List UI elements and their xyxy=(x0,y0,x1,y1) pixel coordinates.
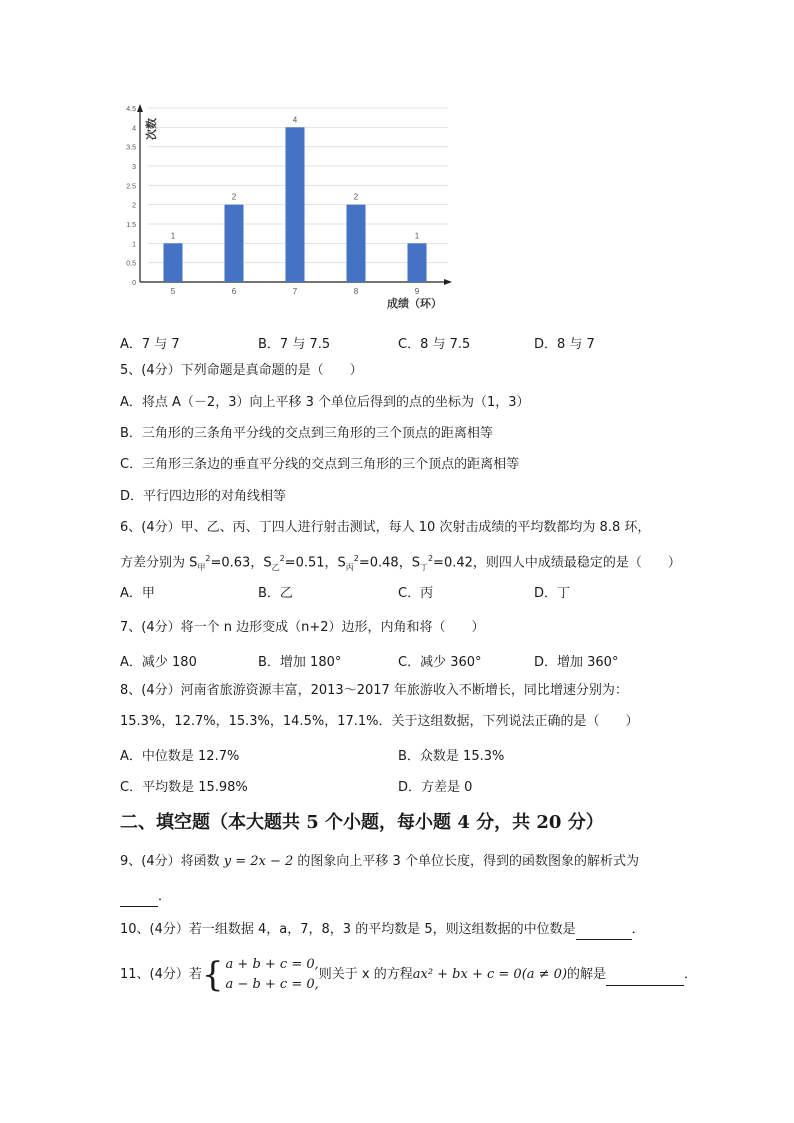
q10-text: 10、(4分）若一组数据 4，a，7，8，3 的平均数是 5，则这组数据的中位数是 xyxy=(120,922,576,937)
y-tick-label: 2.5 xyxy=(126,183,136,191)
q8-option-b: B．众数是 15.3% xyxy=(398,749,505,764)
chart-svg xyxy=(118,100,458,315)
q11-end: ． xyxy=(684,967,698,982)
q6-text: =0.51，S xyxy=(284,555,346,571)
y-axis-title: 次数 xyxy=(145,118,158,140)
equation-1: a + b + c = 0, xyxy=(225,957,319,972)
q7-option-b: B．增加 180° xyxy=(258,655,342,670)
bar xyxy=(225,205,244,282)
q6-option-b: B．乙 xyxy=(258,586,293,601)
q7-option-c: C．减少 360° xyxy=(398,655,482,670)
x-axis-arrow-icon xyxy=(444,279,452,285)
q6-text: =0.48，S xyxy=(358,555,420,571)
x-tick-label: 5 xyxy=(170,287,176,296)
q11-text: 的解是 xyxy=(567,967,607,982)
q9-line xyxy=(120,853,639,871)
bar-chart xyxy=(118,100,458,315)
q8-line1: 8、(4分）河南省旅游资源丰富，2013～2017 年旅游收入不断增长，同比增速分别为： xyxy=(120,683,628,698)
brace-symbol: { xyxy=(201,955,224,995)
y-tick-label: 2 xyxy=(132,202,136,210)
y-tick-label: 3 xyxy=(132,164,136,171)
q10-end: ． xyxy=(631,922,645,937)
q6-line2 xyxy=(120,550,681,577)
x-tick-label: 7 xyxy=(292,287,298,296)
equation-2: a − b + c = 0, xyxy=(225,977,319,992)
y-tick-label: 4.5 xyxy=(126,106,136,113)
q6-sup: 2 xyxy=(205,554,211,563)
y-tick-label: 4 xyxy=(132,125,136,133)
data-label: 1 xyxy=(414,231,420,241)
q6-sub: 丙 xyxy=(345,562,354,572)
q6-text: =0.42，则四人中成绩最稳定的是（ ） xyxy=(433,555,681,571)
q11-text: 则关于 x 的方程 xyxy=(318,967,413,982)
q11-text: 11、(4分）若 xyxy=(120,967,202,982)
x-tick-label: 6 xyxy=(231,287,237,296)
q8-line2: 15.3%，12.7%，15.3%，14.5%，17.1%．关于这组数据，下列说法正确的是（ ） xyxy=(120,714,639,729)
q5-option-c: C．三角形三条边的垂直平分线的交点到三角形的三个顶点的距离相等 xyxy=(120,457,520,472)
q4-option-b: B．7 与 7.5 xyxy=(258,337,331,352)
q6-sub: 乙 xyxy=(271,562,280,572)
q4-option-d: D．8 与 7 xyxy=(534,337,595,352)
q6-sup: 2 xyxy=(279,554,285,563)
q9-answer-line xyxy=(120,888,171,907)
q6-line1: 6、(4分）甲、乙、丙、丁四人进行射击测试，每人 10 次射击成绩的平均数都均为 8.8 环， xyxy=(120,520,651,535)
q9-text: 9、(4分）将函数 xyxy=(120,854,224,869)
q6-option-a: A．甲 xyxy=(120,586,155,601)
q6-option-d: D．丁 xyxy=(534,586,571,601)
q6-sub: 丁 xyxy=(419,562,428,572)
q6-text: =0.63，S xyxy=(210,555,272,571)
x-axis-title: 成绩（环） xyxy=(387,297,442,310)
x-tick-label: 9 xyxy=(414,287,420,296)
data-label: 2 xyxy=(353,192,359,202)
answer-blank[interactable] xyxy=(606,965,684,986)
answer-blank[interactable] xyxy=(120,888,158,907)
bar xyxy=(164,243,183,282)
q8-option-d: D．方差是 0 xyxy=(398,780,473,795)
y-tick-label: 1.5 xyxy=(126,222,136,229)
q11-formula: ax² + bx + c = 0(a ≠ 0) xyxy=(412,967,568,982)
q6-text: 方差分别为 S xyxy=(120,555,198,571)
q5-option-b: B．三角形的三条角平分线的交点到三角形的三个顶点的距离相等 xyxy=(120,426,493,441)
data-label: 2 xyxy=(231,192,237,202)
q7-option-d: D．增加 360° xyxy=(534,655,619,670)
bar xyxy=(286,127,305,282)
y-tick-label: 3.5 xyxy=(126,144,136,152)
q6-option-c: C．丙 xyxy=(398,586,434,601)
q6-sup: 2 xyxy=(427,554,434,563)
q8-option-c: C．平均数是 15.98% xyxy=(120,780,248,795)
q9-end: ． xyxy=(158,889,172,904)
x-tick-label: 8 xyxy=(353,287,359,296)
q5-option-d: D．平行四边形的对角线相等 xyxy=(120,489,287,504)
y-axis-arrow-icon xyxy=(137,104,143,112)
q8-option-a: A．中位数是 12.7% xyxy=(120,749,240,764)
y-tick-label: 0.5 xyxy=(126,260,136,268)
y-tick-label: 1 xyxy=(132,241,136,249)
bar xyxy=(347,205,366,282)
q5-stem: 5、(4分）下列命题是真命题的是（ ） xyxy=(120,363,363,378)
answer-blank[interactable] xyxy=(576,921,632,940)
bar xyxy=(408,243,427,282)
q6-sup: 2 xyxy=(353,554,359,563)
data-label: 4 xyxy=(292,115,298,125)
section-heading: 二、填空题（本大题共 5 个小题，每小题 4 分，共 20 分） xyxy=(120,812,604,833)
q7-option-a: A．减少 180 xyxy=(120,655,197,670)
q11-line xyxy=(120,955,697,995)
q10-line xyxy=(120,921,645,940)
q9-formula: y = 2x − 2 xyxy=(223,854,294,869)
q5-option-a: A．将点 A（－2，3）向上平移 3 个单位后得到的点的坐标为（1，3） xyxy=(120,395,530,410)
q6-sub: 甲 xyxy=(197,562,206,572)
equation-system xyxy=(226,955,319,995)
data-label: 1 xyxy=(170,231,176,241)
q4-option-a: A．7 与 7 xyxy=(120,337,180,352)
q9-text: 的图象向上平移 3 个单位长度，得到的函数图象的解析式为 xyxy=(293,854,639,869)
q4-option-c: C．8 与 7.5 xyxy=(398,337,471,352)
y-tick-label: 0 xyxy=(132,280,136,287)
q7-stem: 7、(4分）将一个 n 边形变成（n+2）边形，内角和将（ ） xyxy=(120,620,485,635)
